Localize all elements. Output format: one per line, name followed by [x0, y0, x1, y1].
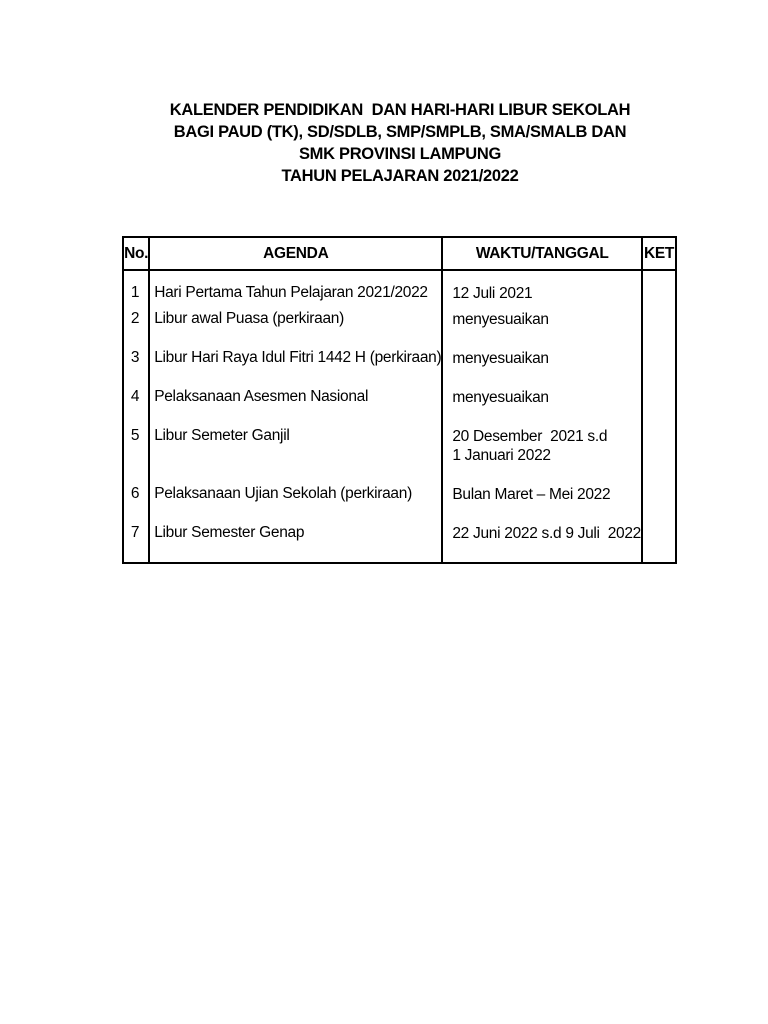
table-row — [123, 270, 676, 310]
agenda-cell: Libur Semeter Ganjil — [149, 427, 442, 485]
agenda-cell: Pelaksanaan Asesmen Nasional — [149, 388, 442, 427]
title-line-3: SMK PROVINSI LAMPUNG — [298, 145, 502, 163]
row-number: 2 — [123, 310, 149, 349]
row-number: 7 — [123, 524, 149, 563]
table-row — [123, 524, 676, 563]
ket-cell — [642, 270, 676, 310]
title-line-1: KALENDER PENDIDIKAN DAN HARI-HARI LIBUR SEKOLAH — [169, 101, 631, 119]
ket-cell — [642, 427, 676, 485]
document-title — [0, 99, 768, 187]
title-line-4: TAHUN PELAJARAN 2021/2022 — [281, 167, 519, 185]
table-row — [123, 310, 676, 349]
agenda-cell: Pelaksanaan Ujian Sekolah (perkiraan) — [149, 485, 442, 524]
agenda-cell: Hari Pertama Tahun Pelajaran 2021/2022 — [149, 270, 442, 310]
header-agenda: AGENDA — [149, 237, 442, 270]
row-number: 4 — [123, 388, 149, 427]
row-number: 3 — [123, 349, 149, 388]
header-waktu-tanggal: WAKTU/TANGGAL — [442, 237, 642, 270]
ket-cell — [642, 388, 676, 427]
agenda-table — [122, 236, 677, 564]
table-row — [123, 388, 676, 427]
waktu-cell: 12 Juli 2021 — [442, 270, 642, 310]
table-row — [123, 427, 676, 485]
agenda-cell: Libur Semester Genap — [149, 524, 442, 563]
row-number: 1 — [123, 270, 149, 310]
ket-cell — [642, 349, 676, 388]
row-number: 5 — [123, 427, 149, 485]
table-row — [123, 349, 676, 388]
waktu-cell: menyesuaikan — [442, 388, 642, 427]
waktu-cell: menyesuaikan — [442, 349, 642, 388]
header-ket: KET — [642, 237, 676, 270]
title-line-2: BAGI PAUD (TK), SD/SDLB, SMP/SMPLB, SMA/SMALB DAN — [173, 123, 627, 141]
waktu-cell: Bulan Maret – Mei 2022 — [442, 485, 642, 524]
ket-cell — [642, 485, 676, 524]
waktu-cell: 20 Desember 2021 s.d 1 Januari 2022 — [442, 427, 642, 485]
table-header-row — [123, 237, 676, 270]
waktu-cell: menyesuaikan — [442, 310, 642, 349]
table-row — [123, 485, 676, 524]
ket-cell — [642, 310, 676, 349]
agenda-cell: Libur awal Puasa (perkiraan) — [149, 310, 442, 349]
waktu-cell: 22 Juni 2022 s.d 9 Juli 2022 — [442, 524, 642, 563]
agenda-cell: Libur Hari Raya Idul Fitri 1442 H (perkiraan) — [149, 349, 442, 388]
header-no: No. — [123, 237, 149, 270]
row-number: 6 — [123, 485, 149, 524]
ket-cell — [642, 524, 676, 563]
